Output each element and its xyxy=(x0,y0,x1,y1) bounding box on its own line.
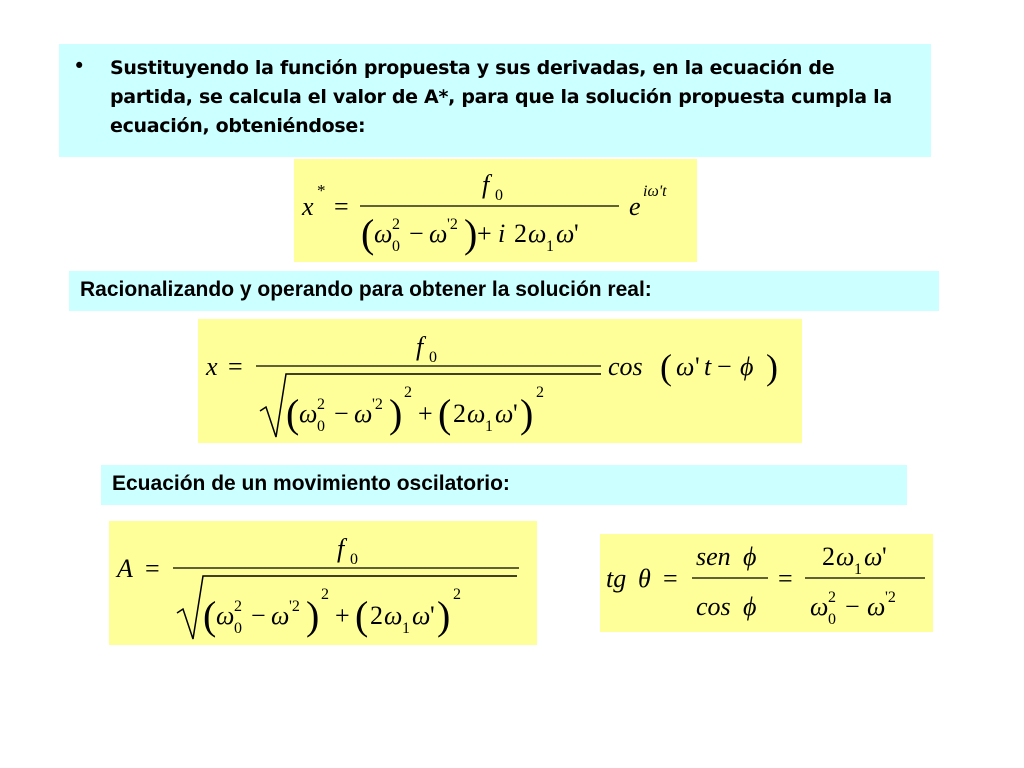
svg-text:): ) xyxy=(464,211,478,256)
svg-text:ϕ: ϕ xyxy=(743,592,757,621)
svg-text:ω: ω xyxy=(384,601,403,630)
svg-text:2: 2 xyxy=(321,586,329,603)
equation-real-solution xyxy=(198,319,802,443)
svg-text:'2: '2 xyxy=(885,589,896,606)
svg-text:t: t xyxy=(704,352,712,381)
svg-text:2: 2 xyxy=(514,219,527,248)
bullet-marker: • xyxy=(73,54,86,78)
svg-text:': ' xyxy=(882,542,887,571)
svg-text:ω: ω xyxy=(354,399,373,428)
svg-text:=: = xyxy=(778,564,793,593)
svg-text:2: 2 xyxy=(536,384,544,401)
equation-real-solution-graphic xyxy=(198,319,802,443)
svg-text:': ' xyxy=(695,352,700,381)
svg-text:(: ( xyxy=(660,347,672,387)
svg-text:': ' xyxy=(430,601,435,630)
heading-rationalize-box xyxy=(69,271,939,311)
intro-textbox xyxy=(59,44,931,157)
svg-text:θ: θ xyxy=(638,564,651,593)
heading-rationalize: Racionalizando y operando para obtener la solución real: xyxy=(80,278,652,301)
svg-text:+: + xyxy=(418,399,433,428)
svg-text:1: 1 xyxy=(546,238,554,255)
svg-text:2: 2 xyxy=(828,589,836,606)
svg-text:(: ( xyxy=(286,391,300,436)
svg-text:2: 2 xyxy=(822,542,835,571)
equation-amplitude-graphic xyxy=(109,521,537,645)
svg-text:(: ( xyxy=(438,391,452,436)
svg-text:1: 1 xyxy=(402,620,410,637)
svg-text:(: ( xyxy=(361,211,375,256)
svg-text:=: = xyxy=(663,564,678,593)
svg-text:): ) xyxy=(306,593,320,638)
svg-text:2: 2 xyxy=(404,384,412,401)
svg-text:2: 2 xyxy=(317,396,325,413)
svg-text:): ) xyxy=(389,391,403,436)
svg-text:ϕ: ϕ xyxy=(743,542,757,571)
svg-text:ω: ω xyxy=(299,399,318,428)
svg-text:2: 2 xyxy=(234,598,242,615)
svg-text:(: ( xyxy=(203,593,217,638)
svg-text:(: ( xyxy=(355,593,369,638)
svg-text:ω: ω xyxy=(271,601,290,630)
svg-text:i: i xyxy=(498,219,506,248)
svg-text:): ) xyxy=(520,391,534,436)
svg-text:0: 0 xyxy=(495,187,503,204)
svg-text:ω: ω xyxy=(864,542,883,571)
svg-text:ω: ω xyxy=(528,219,547,248)
svg-text:0: 0 xyxy=(350,551,358,568)
svg-text:−: − xyxy=(251,601,266,630)
equation-complex-solution-graphic xyxy=(294,159,697,262)
svg-text:=: = xyxy=(334,192,349,221)
svg-text:cos: cos xyxy=(696,592,731,621)
svg-text:ω: ω xyxy=(374,219,393,248)
svg-text:+: + xyxy=(477,219,492,248)
svg-text:ω: ω xyxy=(412,601,431,630)
svg-text:0: 0 xyxy=(317,418,325,435)
svg-text:ω: ω xyxy=(467,399,486,428)
svg-text:cos: cos xyxy=(608,352,643,381)
svg-text:A: A xyxy=(117,554,133,583)
svg-text:−: − xyxy=(717,352,732,381)
svg-text:ω: ω xyxy=(556,219,575,248)
intro-paragraph: Sustituyendo la función propuesta y sus derivadas, en la ecuación de partida, se calcula el valor de A*, para que la solución propuesta cumpla la ecuación, obteniéndose: xyxy=(110,57,892,137)
svg-text:1: 1 xyxy=(485,418,493,435)
heading-oscillatory-box xyxy=(101,465,907,505)
svg-text:0: 0 xyxy=(234,620,242,637)
svg-text:e: e xyxy=(629,192,641,221)
equation-complex-solution xyxy=(294,159,697,262)
svg-text:f: f xyxy=(482,170,490,199)
svg-text:ω: ω xyxy=(810,592,829,621)
svg-text:f: f xyxy=(416,332,424,361)
svg-text:0: 0 xyxy=(429,349,437,366)
svg-text:2: 2 xyxy=(370,601,383,630)
svg-text:x: x xyxy=(206,352,218,381)
svg-text:ω: ω xyxy=(676,352,695,381)
svg-text:0: 0 xyxy=(828,611,836,628)
svg-text:): ) xyxy=(766,347,778,387)
svg-text:ω: ω xyxy=(836,542,855,571)
equation-phase xyxy=(600,534,933,632)
svg-text:ϕ: ϕ xyxy=(740,352,754,381)
svg-text:x: x xyxy=(302,192,314,221)
svg-text:): ) xyxy=(437,593,451,638)
equation-amplitude xyxy=(109,521,537,645)
svg-text:0: 0 xyxy=(392,238,400,255)
svg-text:sen: sen xyxy=(696,542,731,571)
svg-text:−: − xyxy=(409,219,424,248)
svg-text:ω: ω xyxy=(429,219,448,248)
svg-text:'2: '2 xyxy=(289,598,300,615)
svg-text:ω: ω xyxy=(495,399,514,428)
svg-text:2: 2 xyxy=(453,399,466,428)
svg-text:1: 1 xyxy=(854,561,862,578)
svg-text:ω: ω xyxy=(216,601,235,630)
svg-text:'2: '2 xyxy=(372,396,383,413)
heading-oscillatory: Ecuación de un movimiento oscilatorio: xyxy=(112,472,510,495)
svg-text:+: + xyxy=(335,601,350,630)
svg-text:': ' xyxy=(574,219,579,248)
equation-phase-graphic xyxy=(600,534,933,632)
svg-text:=: = xyxy=(145,554,160,583)
svg-text:*: * xyxy=(317,181,326,200)
svg-text:ω: ω xyxy=(867,592,886,621)
svg-text:'2: '2 xyxy=(447,216,458,233)
svg-text:f: f xyxy=(337,534,345,563)
svg-text:iω't: iω't xyxy=(643,183,667,200)
svg-text:−: − xyxy=(334,399,349,428)
svg-text:': ' xyxy=(513,399,518,428)
svg-text:−: − xyxy=(845,592,860,621)
svg-text:2: 2 xyxy=(453,586,461,603)
svg-text:tg: tg xyxy=(606,564,627,593)
svg-text:=: = xyxy=(228,352,243,381)
svg-text:2: 2 xyxy=(392,216,400,233)
